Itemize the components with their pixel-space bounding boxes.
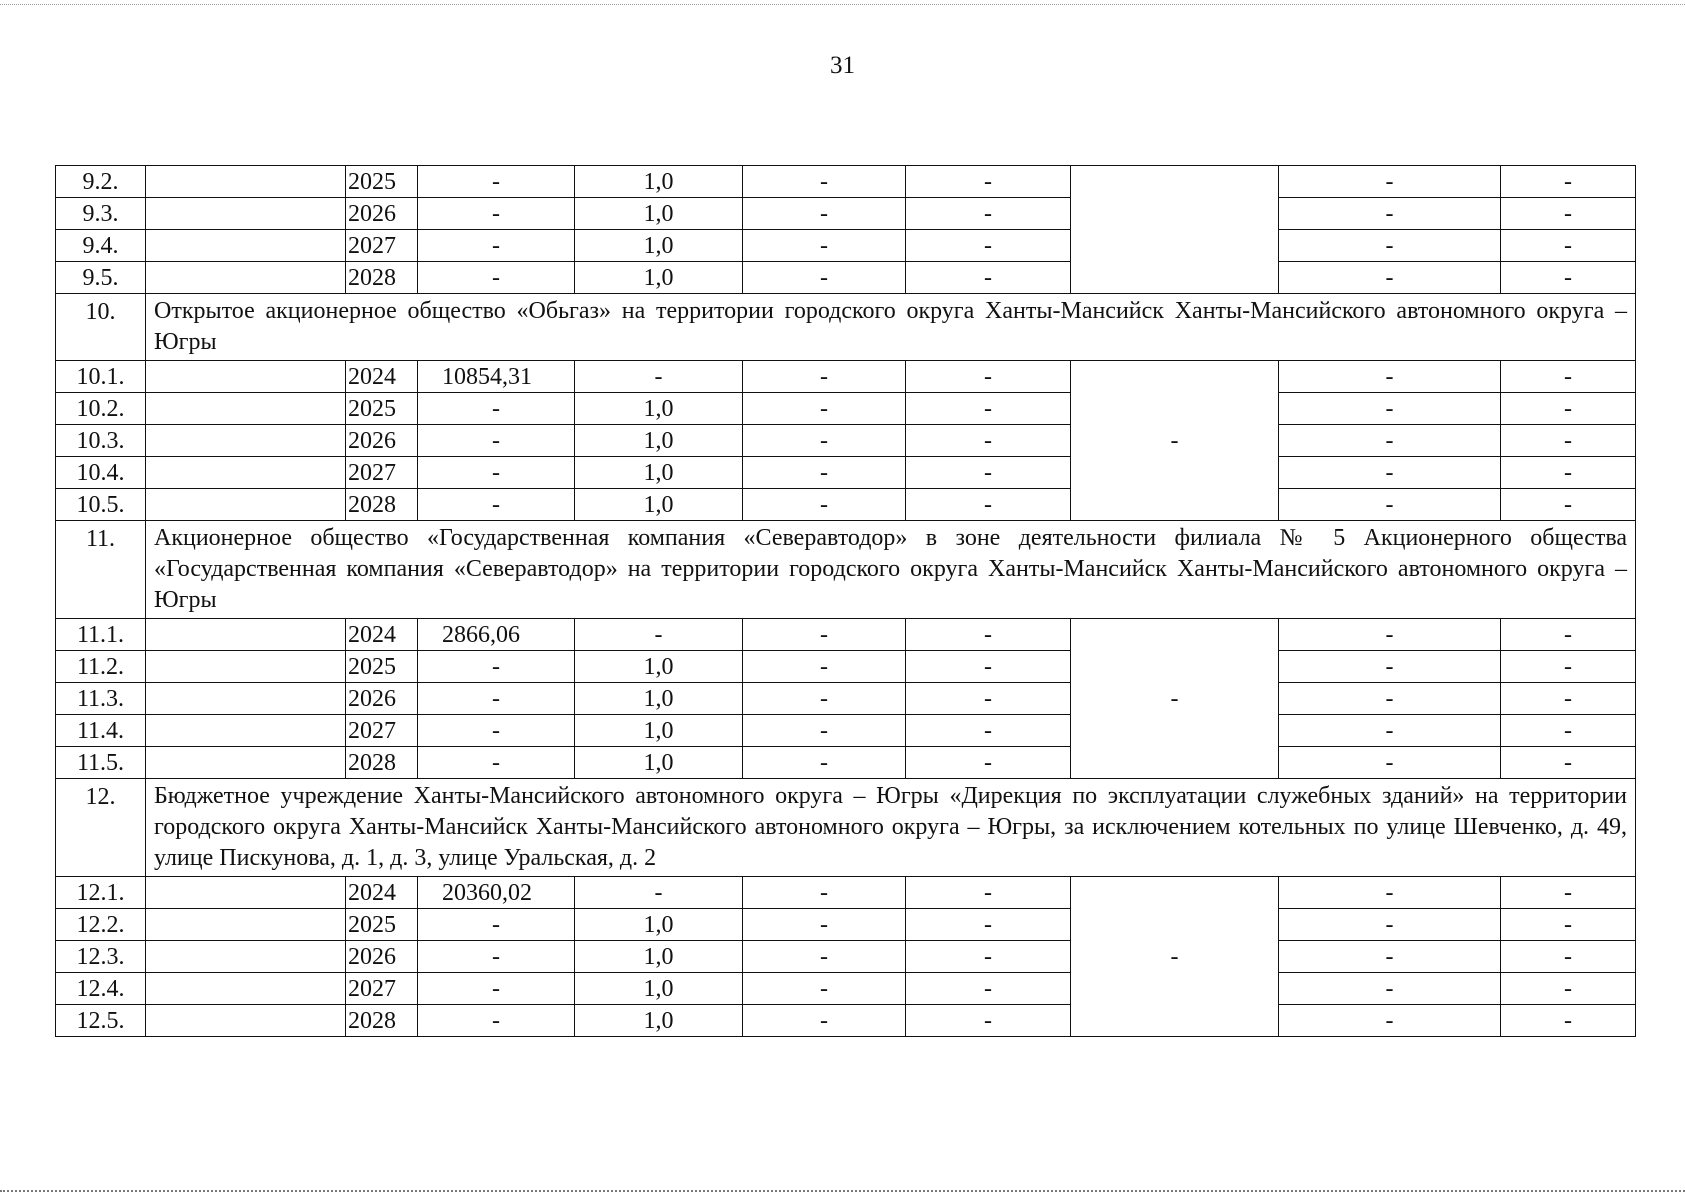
empty-cell bbox=[146, 973, 346, 1005]
section-number: 12. bbox=[56, 779, 146, 877]
value-cell: - bbox=[418, 262, 575, 294]
year-cell: 2025 bbox=[346, 393, 418, 425]
value-cell: - bbox=[743, 619, 906, 651]
empty-cell bbox=[146, 489, 346, 521]
value-cell: - bbox=[1501, 651, 1636, 683]
value-cell: - bbox=[743, 651, 906, 683]
value-cell: - bbox=[743, 909, 906, 941]
table-row bbox=[56, 198, 1636, 230]
year-cell: 2027 bbox=[346, 715, 418, 747]
row-number: 11.2. bbox=[56, 651, 146, 683]
value-cell: - bbox=[1501, 619, 1636, 651]
table-row bbox=[56, 262, 1636, 294]
empty-cell bbox=[146, 262, 346, 294]
empty-cell bbox=[146, 361, 346, 393]
value-cell: - bbox=[743, 489, 906, 521]
section-header-row bbox=[56, 779, 1636, 877]
value-cell: - bbox=[906, 973, 1071, 1005]
empty-cell bbox=[146, 393, 346, 425]
table-row bbox=[56, 619, 1636, 651]
row-number: 12.3. bbox=[56, 941, 146, 973]
row-number: 12.1. bbox=[56, 877, 146, 909]
row-number: 9.5. bbox=[56, 262, 146, 294]
empty-cell bbox=[146, 877, 346, 909]
value-cell: - bbox=[418, 198, 575, 230]
row-number: 12.2. bbox=[56, 909, 146, 941]
value-cell: - bbox=[418, 715, 575, 747]
table-row bbox=[56, 715, 1636, 747]
value-cell: 1,0 bbox=[575, 262, 743, 294]
value-cell: - bbox=[1279, 619, 1501, 651]
value-cell: - bbox=[906, 715, 1071, 747]
section-title: Бюджетное учреждение Ханты-Мансийского автономного округа – Югры «Дирекция по эксплуатации служебных зданий» на территории городского округа Ханты-Мансийск Ханты-Мансийского автономного округа – Югры, за исключением котельных по улице Шевченко, д. 49, улице Пискунова, д. 1, д. 3, улице Уральская, д. 2 bbox=[146, 779, 1636, 877]
section-title: Открытое акционерное общество «Обьгаз» на территории городского округа Ханты-Мансийск Ханты-Мансийского автономного округа – Югры bbox=[146, 294, 1636, 361]
year-cell: 2025 bbox=[346, 651, 418, 683]
empty-cell bbox=[146, 909, 346, 941]
value-cell: - bbox=[906, 619, 1071, 651]
value-cell: 1,0 bbox=[575, 489, 743, 521]
value-cell: - bbox=[418, 651, 575, 683]
value-cell: - bbox=[418, 683, 575, 715]
merged-value-cell: - bbox=[1071, 877, 1279, 1037]
year-cell: 2028 bbox=[346, 1005, 418, 1037]
value-cell: - bbox=[906, 198, 1071, 230]
row-number: 10.3. bbox=[56, 425, 146, 457]
row-number: 11.5. bbox=[56, 747, 146, 779]
value-cell: - bbox=[1501, 457, 1636, 489]
row-number: 11.1. bbox=[56, 619, 146, 651]
year-cell: 2027 bbox=[346, 973, 418, 1005]
value-cell: - bbox=[575, 361, 743, 393]
value-cell: - bbox=[1279, 425, 1501, 457]
value-cell: 1,0 bbox=[575, 909, 743, 941]
row-number: 10.4. bbox=[56, 457, 146, 489]
row-number: 9.3. bbox=[56, 198, 146, 230]
value-cell: - bbox=[906, 230, 1071, 262]
value-cell: - bbox=[743, 425, 906, 457]
value-cell: - bbox=[418, 973, 575, 1005]
table-row bbox=[56, 747, 1636, 779]
value-cell: - bbox=[1501, 715, 1636, 747]
value-cell: - bbox=[1501, 877, 1636, 909]
value-cell: - bbox=[1501, 909, 1636, 941]
year-cell: 2028 bbox=[346, 262, 418, 294]
value-cell: 1,0 bbox=[575, 747, 743, 779]
value-cell: - bbox=[1501, 425, 1636, 457]
table-row bbox=[56, 683, 1636, 715]
merged-value-cell: - bbox=[1071, 361, 1279, 521]
empty-cell bbox=[146, 425, 346, 457]
value-cell: - bbox=[743, 973, 906, 1005]
value-cell: - bbox=[1279, 262, 1501, 294]
value-cell: - bbox=[575, 877, 743, 909]
value-cell: 1,0 bbox=[575, 683, 743, 715]
table-row bbox=[56, 166, 1636, 198]
value-cell: - bbox=[575, 619, 743, 651]
value-cell: - bbox=[1501, 166, 1636, 198]
row-number: 12.5. bbox=[56, 1005, 146, 1037]
row-number: 10.2. bbox=[56, 393, 146, 425]
value-cell: - bbox=[743, 262, 906, 294]
section-title: Акционерное общество «Государственная компания «Северавтодор» в зоне деятельности филиала № 5 Акционерного общества «Государственная компания «Северавтодор» на территории городского округа Ханты-Мансийск Ханты-Мансийского автономного округа – Югры bbox=[146, 521, 1636, 619]
value-cell: - bbox=[906, 651, 1071, 683]
year-cell: 2024 bbox=[346, 619, 418, 651]
empty-cell bbox=[146, 619, 346, 651]
value-cell: - bbox=[906, 683, 1071, 715]
value-cell: - bbox=[1501, 262, 1636, 294]
value-cell: - bbox=[743, 1005, 906, 1037]
value-cell: 1,0 bbox=[575, 198, 743, 230]
value-cell: - bbox=[1279, 230, 1501, 262]
row-number: 10.5. bbox=[56, 489, 146, 521]
value-cell: - bbox=[743, 230, 906, 262]
value-cell: - bbox=[418, 909, 575, 941]
value-cell: - bbox=[743, 877, 906, 909]
table-row bbox=[56, 361, 1636, 393]
merged-value-cell: - bbox=[1071, 619, 1279, 779]
section-number: 11. bbox=[56, 521, 146, 619]
value-cell: - bbox=[418, 489, 575, 521]
value-cell: - bbox=[418, 747, 575, 779]
value-cell: - bbox=[1279, 489, 1501, 521]
table-row bbox=[56, 1005, 1636, 1037]
value-cell: - bbox=[1279, 1005, 1501, 1037]
value-cell: - bbox=[1501, 973, 1636, 1005]
empty-cell bbox=[146, 651, 346, 683]
value-cell: - bbox=[1501, 230, 1636, 262]
year-cell: 2028 bbox=[346, 747, 418, 779]
value-cell: - bbox=[1501, 393, 1636, 425]
empty-cell bbox=[146, 683, 346, 715]
row-number: 9.4. bbox=[56, 230, 146, 262]
value-cell: 10854,31 bbox=[418, 361, 575, 393]
year-cell: 2027 bbox=[346, 457, 418, 489]
value-cell: 20360,02 bbox=[418, 877, 575, 909]
value-cell: - bbox=[1279, 877, 1501, 909]
table-row bbox=[56, 973, 1636, 1005]
row-number: 11.4. bbox=[56, 715, 146, 747]
row-number: 12.4. bbox=[56, 973, 146, 1005]
value-cell: - bbox=[418, 457, 575, 489]
value-cell: 1,0 bbox=[575, 973, 743, 1005]
empty-cell bbox=[146, 457, 346, 489]
value-cell: 1,0 bbox=[575, 230, 743, 262]
value-cell: - bbox=[743, 457, 906, 489]
value-cell: - bbox=[743, 941, 906, 973]
table-row bbox=[56, 651, 1636, 683]
empty-cell bbox=[146, 166, 346, 198]
empty-cell bbox=[146, 715, 346, 747]
empty-cell bbox=[146, 230, 346, 262]
value-cell: - bbox=[906, 457, 1071, 489]
value-cell: 1,0 bbox=[575, 1005, 743, 1037]
merged-value-cell bbox=[1071, 166, 1279, 294]
value-cell: 1,0 bbox=[575, 166, 743, 198]
value-cell: - bbox=[906, 1005, 1071, 1037]
value-cell: - bbox=[906, 166, 1071, 198]
row-number: 10.1. bbox=[56, 361, 146, 393]
scan-edge-top bbox=[0, 4, 1685, 5]
year-cell: 2026 bbox=[346, 941, 418, 973]
value-cell: - bbox=[743, 747, 906, 779]
empty-cell bbox=[146, 1005, 346, 1037]
empty-cell bbox=[146, 198, 346, 230]
row-number: 11.3. bbox=[56, 683, 146, 715]
scan-edge-bottom bbox=[0, 1190, 1685, 1192]
year-cell: 2028 bbox=[346, 489, 418, 521]
value-cell: 1,0 bbox=[575, 425, 743, 457]
year-cell: 2027 bbox=[346, 230, 418, 262]
table-row bbox=[56, 425, 1636, 457]
value-cell: - bbox=[1501, 683, 1636, 715]
value-cell: - bbox=[1501, 941, 1636, 973]
value-cell: - bbox=[1279, 361, 1501, 393]
value-cell: - bbox=[743, 683, 906, 715]
value-cell: - bbox=[1279, 166, 1501, 198]
table-row bbox=[56, 909, 1636, 941]
value-cell: - bbox=[1501, 1005, 1636, 1037]
empty-cell bbox=[146, 747, 346, 779]
value-cell: - bbox=[1279, 747, 1501, 779]
year-cell: 2024 bbox=[346, 361, 418, 393]
value-cell: - bbox=[1501, 198, 1636, 230]
value-cell: - bbox=[418, 230, 575, 262]
value-cell: - bbox=[418, 425, 575, 457]
value-cell: - bbox=[418, 166, 575, 198]
value-cell: - bbox=[1279, 683, 1501, 715]
value-cell: 1,0 bbox=[575, 393, 743, 425]
value-cell: - bbox=[1501, 489, 1636, 521]
value-cell: - bbox=[906, 489, 1071, 521]
section-header-row bbox=[56, 294, 1636, 361]
value-cell: - bbox=[906, 877, 1071, 909]
table-row bbox=[56, 489, 1636, 521]
table-row bbox=[56, 877, 1636, 909]
table-row bbox=[56, 941, 1636, 973]
value-cell: - bbox=[743, 361, 906, 393]
section-number: 10. bbox=[56, 294, 146, 361]
year-cell: 2026 bbox=[346, 683, 418, 715]
value-cell: - bbox=[906, 941, 1071, 973]
year-cell: 2024 bbox=[346, 877, 418, 909]
value-cell: - bbox=[1501, 361, 1636, 393]
value-cell: - bbox=[1279, 973, 1501, 1005]
value-cell: - bbox=[743, 166, 906, 198]
value-cell: 2866,06 bbox=[418, 619, 575, 651]
value-cell: - bbox=[1279, 909, 1501, 941]
table-row bbox=[56, 457, 1636, 489]
tariff-table bbox=[55, 165, 1636, 1037]
value-cell: - bbox=[906, 262, 1071, 294]
table-row bbox=[56, 393, 1636, 425]
row-number: 9.2. bbox=[56, 166, 146, 198]
value-cell: - bbox=[418, 941, 575, 973]
year-cell: 2026 bbox=[346, 425, 418, 457]
table-row bbox=[56, 230, 1636, 262]
value-cell: - bbox=[906, 747, 1071, 779]
value-cell: 1,0 bbox=[575, 941, 743, 973]
value-cell: 1,0 bbox=[575, 457, 743, 489]
page-number: 31 bbox=[830, 52, 855, 79]
value-cell: - bbox=[906, 425, 1071, 457]
value-cell: - bbox=[418, 1005, 575, 1037]
year-cell: 2025 bbox=[346, 909, 418, 941]
value-cell: - bbox=[1279, 941, 1501, 973]
value-cell: - bbox=[743, 715, 906, 747]
value-cell: - bbox=[1279, 198, 1501, 230]
value-cell: - bbox=[1279, 457, 1501, 489]
section-header-row bbox=[56, 521, 1636, 619]
value-cell: - bbox=[906, 393, 1071, 425]
value-cell: - bbox=[743, 393, 906, 425]
value-cell: - bbox=[418, 393, 575, 425]
value-cell: - bbox=[1279, 393, 1501, 425]
value-cell: - bbox=[906, 909, 1071, 941]
year-cell: 2025 bbox=[346, 166, 418, 198]
value-cell: - bbox=[743, 198, 906, 230]
value-cell: - bbox=[1279, 651, 1501, 683]
value-cell: - bbox=[1279, 715, 1501, 747]
value-cell: 1,0 bbox=[575, 651, 743, 683]
year-cell: 2026 bbox=[346, 198, 418, 230]
empty-cell bbox=[146, 941, 346, 973]
value-cell: 1,0 bbox=[575, 715, 743, 747]
table-body bbox=[56, 166, 1636, 1037]
value-cell: - bbox=[1501, 747, 1636, 779]
value-cell: - bbox=[906, 361, 1071, 393]
